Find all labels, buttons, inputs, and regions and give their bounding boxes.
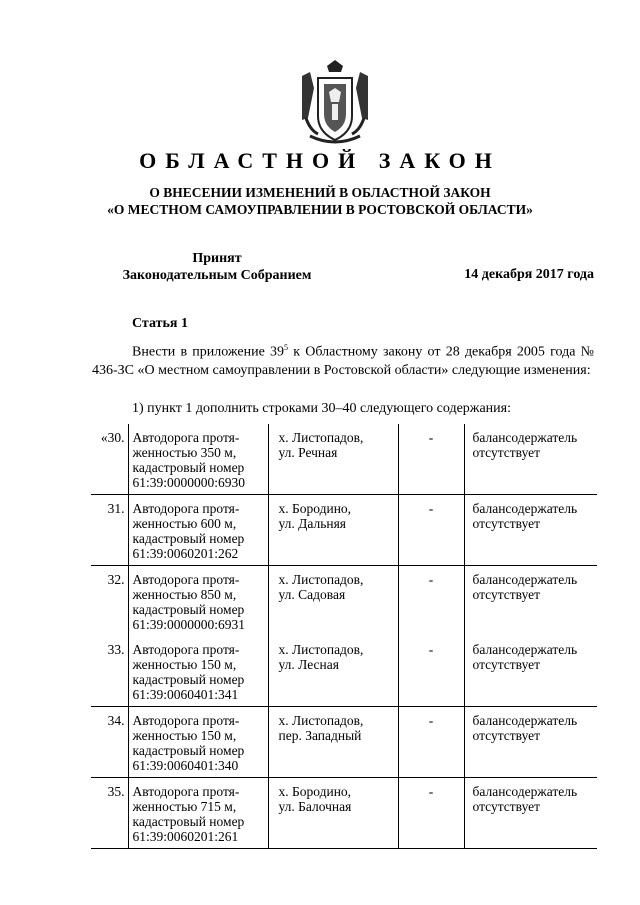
balance-holder-line: балансодержатель [472,784,578,799]
empty-column-dash: - [398,566,464,637]
road-location-line: х. Листопадов, [278,572,364,587]
road-description-line: женностью 600 м, [132,516,237,531]
empty-column-dash: - [398,707,464,778]
road-description-line: 61:39:0060201:262 [132,546,239,561]
balance-holder-line: отсутствует [472,728,541,743]
road-location [268,566,398,637]
row-number: 34. [91,707,128,778]
road-location [268,424,398,495]
adoption-date: 14 декабря 2017 года [464,267,594,282]
row-number: 32. [91,566,128,637]
road-description-line: Автодорога протя- [132,784,240,799]
road-description-line: женностью 150 м, [132,657,237,672]
road-location [268,707,398,778]
road-location-line: ул. Лесная [278,657,339,672]
article-text-end: к Областному закону от 28 декабря 2005 года № 436-ЗС «О местном самоуправлении в Ростовской области» следующие изменения: [92,344,594,378]
balance-holder-line: отсутствует [472,516,541,531]
law-title: ОБЛАСТНОЙ ЗАКОН [139,148,501,173]
road-description [128,778,268,849]
balance-holder-note [464,424,597,495]
road-description-line: кадастровый номер [132,743,245,758]
article-paragraph [92,339,594,380]
road-description-line: женностью 350 м, [132,445,237,460]
road-description [128,707,268,778]
empty-column-dash: - [398,495,464,566]
row-number: 35. [91,778,128,849]
balance-holder-line: балансодержатель [472,430,578,445]
roads-table [91,424,597,849]
road-location-line: х. Листопадов, [278,642,364,657]
table-row [91,495,597,566]
empty-column-dash: - [398,778,464,849]
road-description-line: Автодорога протя- [132,501,240,516]
balance-holder-line: отсутствует [472,587,541,602]
road-description-line: кадастровый номер [132,602,245,617]
subtitle-line-2: «О МЕСТНОМ САМОУПРАВЛЕНИИ В РОСТОВСКОЙ ОБЛАСТИ» [107,202,533,217]
road-description-line: 61:39:0060401:340 [132,758,239,773]
road-location-line: х. Листопадов, [278,713,364,728]
road-location-line: ул. Дальняя [278,516,346,531]
table-row [91,778,597,849]
empty-column-dash: - [398,424,464,495]
road-description-line: 61:39:0060201:261 [132,829,239,844]
road-description [128,636,268,707]
table-row [91,636,597,707]
road-description-line: кадастровый номер [132,672,245,687]
adoption-block [92,250,342,284]
road-location [268,636,398,707]
road-description-line: женностью 150 м, [132,728,237,743]
coat-of-arms-icon [296,58,374,144]
road-description-line: женностью 715 м, [132,799,237,814]
balance-holder-note [464,636,597,707]
adopted-by: Законодательным Собранием [122,268,312,283]
balance-holder-line: балансодержатель [472,713,578,728]
road-location [268,495,398,566]
road-location-line: х. Листопадов, [278,430,364,445]
law-subtitle [0,184,640,218]
road-description-line: 61:39:0000000:6931 [132,617,246,632]
table-row [91,424,597,495]
road-description [128,424,268,495]
article-heading: Статья 1 [132,316,188,331]
balance-holder-note [464,707,597,778]
road-description-line: Автодорога протя- [132,430,240,445]
road-description-line: Автодорога протя- [132,572,240,587]
balance-holder-line: отсутствует [472,799,541,814]
road-location-line: х. Бородино, [278,501,352,516]
road-description-line: кадастровый номер [132,814,245,829]
road-location-line: пер. Западный [278,728,362,743]
balance-holder-line: балансодержатель [472,572,578,587]
road-location-line: ул. Балочная [278,799,352,814]
road-location-line: х. Бородино, [278,784,352,799]
road-description [128,495,268,566]
road-description-line: Автодорога протя- [132,642,240,657]
road-description-line: кадастровый номер [132,531,245,546]
road-location [268,778,398,849]
balance-holder-line: балансодержатель [472,642,578,657]
amendment-item: 1) пункт 1 дополнить строками 30–40 следующего содержания: [132,401,511,416]
balance-holder-line: балансодержатель [472,501,578,516]
road-description-line: Автодорога протя- [132,713,240,728]
road-location-line: ул. Садовая [278,587,346,602]
table-row [91,566,597,637]
row-number: «30. [91,424,128,495]
empty-column-dash: - [398,636,464,707]
road-description-line: 61:39:0000000:6930 [132,475,246,490]
balance-holder-note [464,778,597,849]
road-description-line: кадастровый номер [132,460,245,475]
row-number: 31. [91,495,128,566]
article-text-start: Внести в приложение 39 [132,344,285,360]
article-superscript: 5 [284,343,289,352]
road-description [128,566,268,637]
balance-holder-line: отсутствует [472,657,541,672]
road-description-line: женностью 850 м, [132,587,237,602]
subtitle-line-1: О ВНЕСЕНИИ ИЗМЕНЕНИЙ В ОБЛАСТНОЙ ЗАКОН [149,185,491,200]
adopted-label: Принят [192,251,242,266]
road-location-line: ул. Речная [278,445,338,460]
road-description-line: 61:39:0060401:341 [132,687,239,702]
balance-holder-note [464,495,597,566]
balance-holder-note [464,566,597,637]
row-number: 33. [91,636,128,707]
balance-holder-line: отсутствует [472,445,541,460]
table-row [91,707,597,778]
